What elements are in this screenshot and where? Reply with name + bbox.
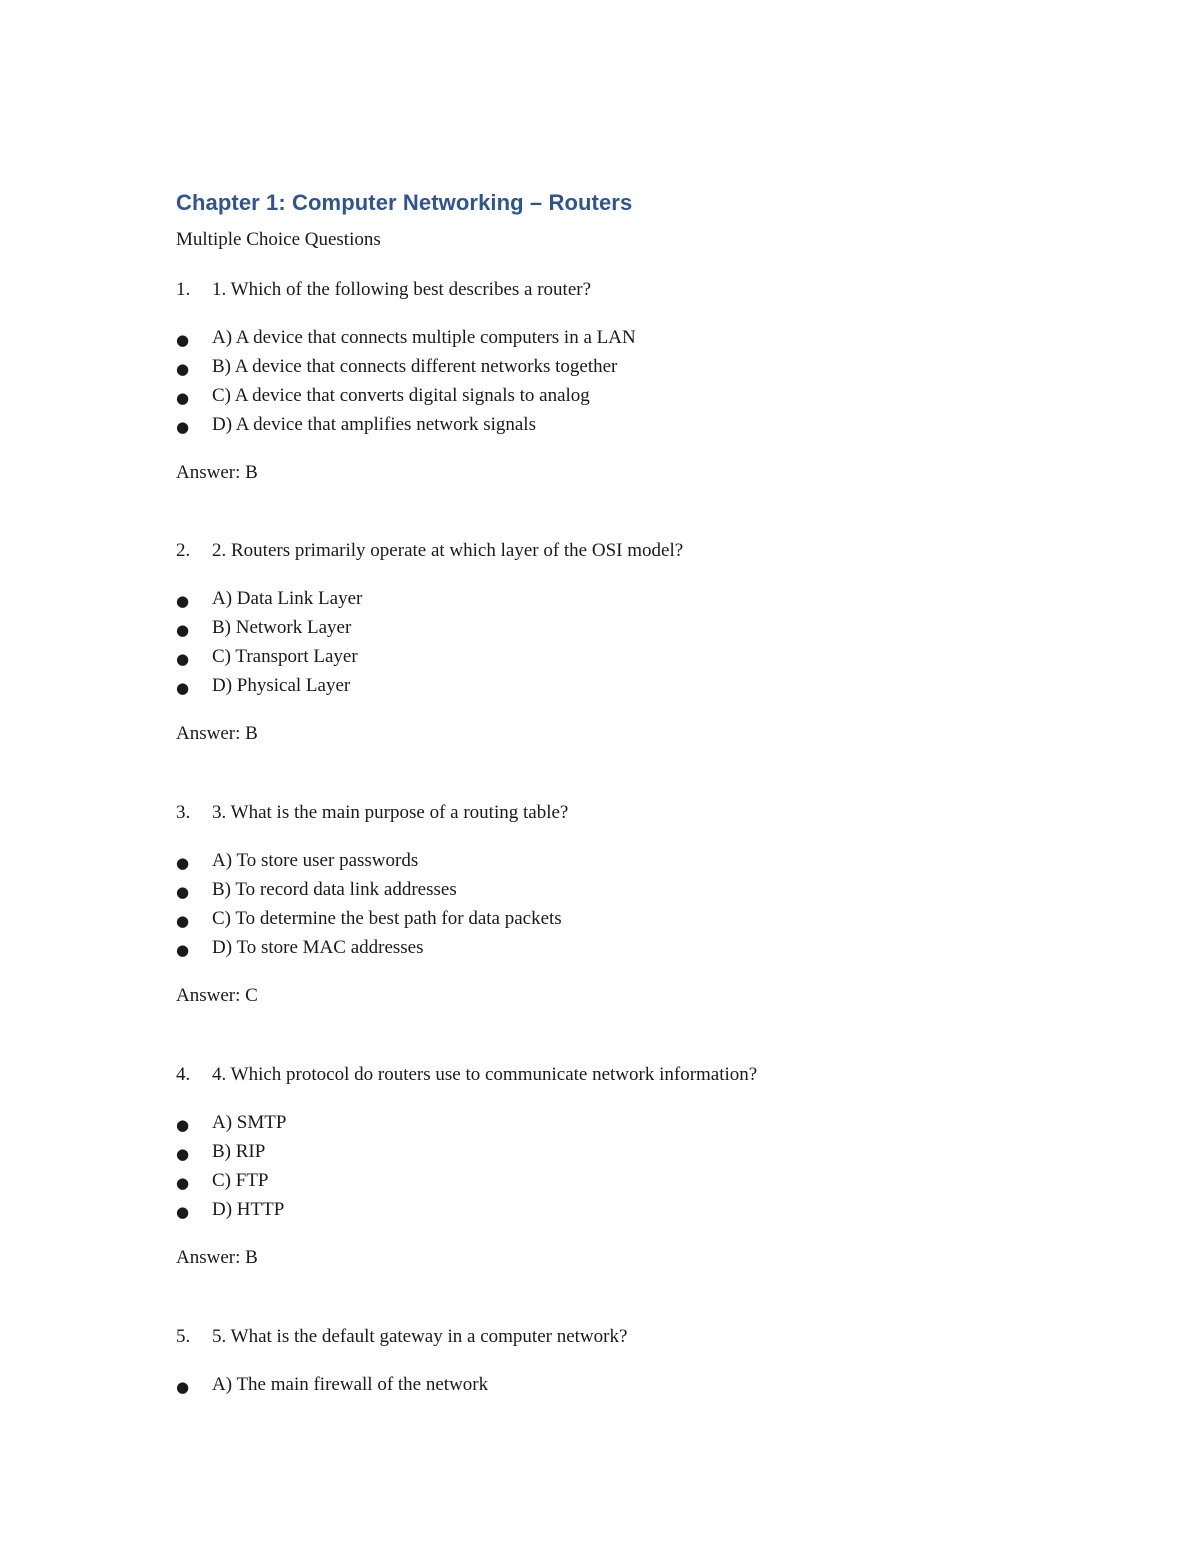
option-text: B) Network Layer: [212, 617, 352, 638]
option-text: A) SMTP: [212, 1112, 287, 1133]
option-text: D) Physical Layer: [212, 675, 351, 696]
question-number: 5.: [176, 1326, 191, 1347]
bullet-icon: ●: [176, 854, 190, 872]
bullet-icon: ●: [176, 650, 190, 668]
option-text: C) A device that converts digital signals to analog: [212, 385, 590, 406]
option-text: C) FTP: [212, 1170, 269, 1191]
question-heading: [176, 279, 1076, 309]
question-number: 3.: [176, 802, 191, 823]
answer-line: Answer: B: [176, 462, 258, 483]
question-text: 2. Routers primarily operate at which layer of the OSI model?: [212, 540, 684, 561]
question-heading: [176, 540, 1076, 570]
bullet-icon: ●: [176, 941, 190, 959]
question-2: [176, 540, 1076, 744]
bullet-icon: ●: [176, 1378, 190, 1396]
question-text: 1. Which of the following best describes a router?: [212, 279, 592, 300]
answer-line: Answer: C: [176, 985, 258, 1006]
bullet-icon: ●: [176, 331, 190, 349]
option-text: D) To store MAC addresses: [212, 937, 424, 958]
option-text: A) To store user passwords: [212, 850, 419, 871]
option-text: A) Data Link Layer: [212, 588, 363, 609]
option-text: B) RIP: [212, 1141, 266, 1162]
bullet-icon: ●: [176, 1145, 190, 1163]
question-heading: [176, 1326, 1076, 1356]
question-text: 4. Which protocol do routers use to communicate network information?: [212, 1064, 758, 1085]
question-text: 3. What is the main purpose of a routing table?: [212, 802, 569, 823]
question-1: [176, 279, 1076, 483]
answer-line: Answer: B: [176, 723, 258, 744]
bullet-icon: ●: [176, 592, 190, 610]
question-heading: [176, 802, 1076, 832]
question-number: 4.: [176, 1064, 191, 1085]
option-text: D) HTTP: [212, 1199, 285, 1220]
bullet-icon: ●: [176, 360, 190, 378]
answer-line: Answer: B: [176, 1247, 258, 1268]
option-text: D) A device that amplifies network signals: [212, 414, 536, 435]
question-3: [176, 802, 1076, 1006]
section-subtitle: Multiple Choice Questions: [176, 229, 381, 250]
bullet-icon: ●: [176, 883, 190, 901]
question-number: 2.: [176, 540, 191, 561]
option-text: C) Transport Layer: [212, 646, 358, 667]
bullet-icon: ●: [176, 621, 190, 639]
question-heading: [176, 1064, 1076, 1094]
option-text: C) To determine the best path for data packets: [212, 908, 562, 929]
question-5: [176, 1326, 1076, 1396]
option-text: B) A device that connects different networks together: [212, 356, 618, 377]
option-text: A) A device that connects multiple computers in a LAN: [212, 327, 636, 348]
question-4: [176, 1064, 1076, 1268]
chapter-title: Chapter 1: Computer Networking – Routers: [176, 190, 633, 215]
bullet-icon: ●: [176, 912, 190, 930]
option-text: A) The main firewall of the network: [212, 1374, 489, 1395]
bullet-icon: ●: [176, 389, 190, 407]
bullet-icon: ●: [176, 1174, 190, 1192]
bullet-icon: ●: [176, 1203, 190, 1221]
question-number: 1.: [176, 279, 191, 300]
option-text: B) To record data link addresses: [212, 879, 457, 900]
bullet-icon: ●: [176, 1116, 190, 1134]
bullet-icon: ●: [176, 679, 190, 697]
bullet-icon: ●: [176, 418, 190, 436]
question-text: 5. What is the default gateway in a computer network?: [212, 1326, 628, 1347]
